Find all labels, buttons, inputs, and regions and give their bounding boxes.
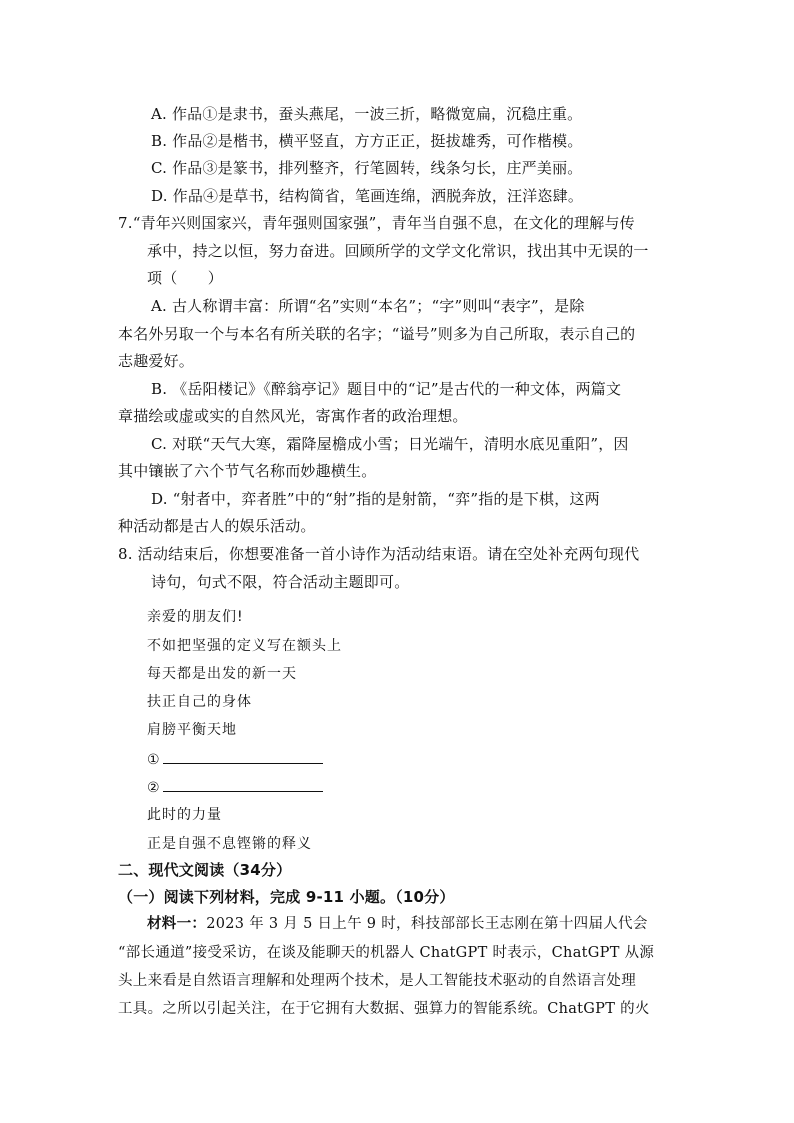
material-line-3: 头上来看是自然语言理解和处理两个技术，是人工智能技术驱动的自然语言处理 [118,973,636,989]
material-line-1 [147,914,648,934]
q7-option-b-line-2: 章描绘或虚或实的自然风光，寄寓作者的政治理想。 [118,407,468,425]
q7-option-d-line-1: D. “射者中，弈者胜”中的“射”指的是射箭，“弈”指的是下棋，这两 [151,490,600,508]
material-label: 材料一： [147,916,207,932]
poem-line: 亲爱的朋友们! [147,609,244,625]
blank-marker: ① [147,752,161,768]
poem-line: 扶正自己的身体 [147,694,252,710]
q8-stem-line-2: 诗句，句式不限，符合活动主题即可。 [151,573,410,591]
section-title: 二、现代文阅读（34分） [118,861,292,879]
poem-blank-1 [147,749,323,770]
material-line-4: 工具。之所以引起关注，在于它拥有大数据、强算力的智能系统。ChatGPT 的火 [118,1001,650,1017]
fill-in-line[interactable] [163,749,323,764]
q7-option-c-line-2: 其中镶嵌了六个节气名称而妙趣横生。 [118,462,377,480]
q7-option-c-line-1: C. 对联“天气大寒，霜降屋檐成小雪；日光端午，清明水底见重阳”，因 [151,435,629,453]
poem-line: 每天都是出发的新一天 [147,666,297,682]
q7-option-a-line-1: A. 古人称谓丰富：所谓“名”实则“本名”；“字”则叫“表字”，是除 [151,297,585,315]
q7-stem-line-2: 承中，持之以恒，努力奋进。回顾所学的文学文化常识，找出其中无误的一 [147,242,649,260]
poem-line: 肩膀平衡天地 [147,722,237,738]
material-text: 2023 年 3 月 5 日上午 9 时，科技部部长王志刚在第十四届人代会 [206,916,648,932]
q6-option-b: B. 作品②是楷书，横平竖直，方方正正，挺拔雄秀，可作楷模。 [151,132,583,150]
q7-option-d-line-2: 种活动都是古人的娱乐活动。 [118,517,316,535]
blank-marker: ② [147,780,161,796]
q7-option-a-line-2: 本名外另取一个与本名有所关联的名字；“谥号”则多为自己所取，表示自己的 [118,325,636,343]
q6-option-d: D. 作品④是草书，结构简省，笔画连绵，洒脱奔放，汪洋恣肆。 [151,187,584,205]
material-line-2: “部长通道”接受采访，在谈及能聊天的机器人 ChatGPT 时表示，ChatGPT 从源 [118,945,655,961]
q6-option-c: C. 作品③是篆书，排列整齐，行笔圆转，线条匀长，庄严美丽。 [151,159,583,177]
q8-stem-line-1: 8. 活动结束后，你想要准备一首小诗作为活动结束语。请在空处补充两句现代 [118,545,640,563]
poem-blank-2 [147,777,323,798]
q7-option-b-line-1: B. 《岳阳楼记》《醉翁亭记》题目中的“记”是古代的一种文体，两篇文 [151,380,622,398]
section-subtitle: （一）阅读下列材料，完成 9-11 小题。（10分） [118,888,455,906]
poem-line: 正是自强不息铿锵的释义 [147,836,312,852]
q6-option-a: A. 作品①是隶书，蚕头燕尾，一波三折，略微宽扁，沉稳庄重。 [151,105,583,123]
q7-stem-line-3: 项（ ） [147,269,224,287]
q7-stem-line-1: 7.“青年兴则国家兴，青年强则国家强”，青年当自强不息，在文化的理解与传 [118,214,635,232]
poem-line: 不如把坚强的定义写在额头上 [147,638,342,654]
q7-option-a-line-3: 志趣爱好。 [118,352,195,370]
poem-line: 此时的力量 [147,807,222,823]
fill-in-line[interactable] [163,777,323,792]
